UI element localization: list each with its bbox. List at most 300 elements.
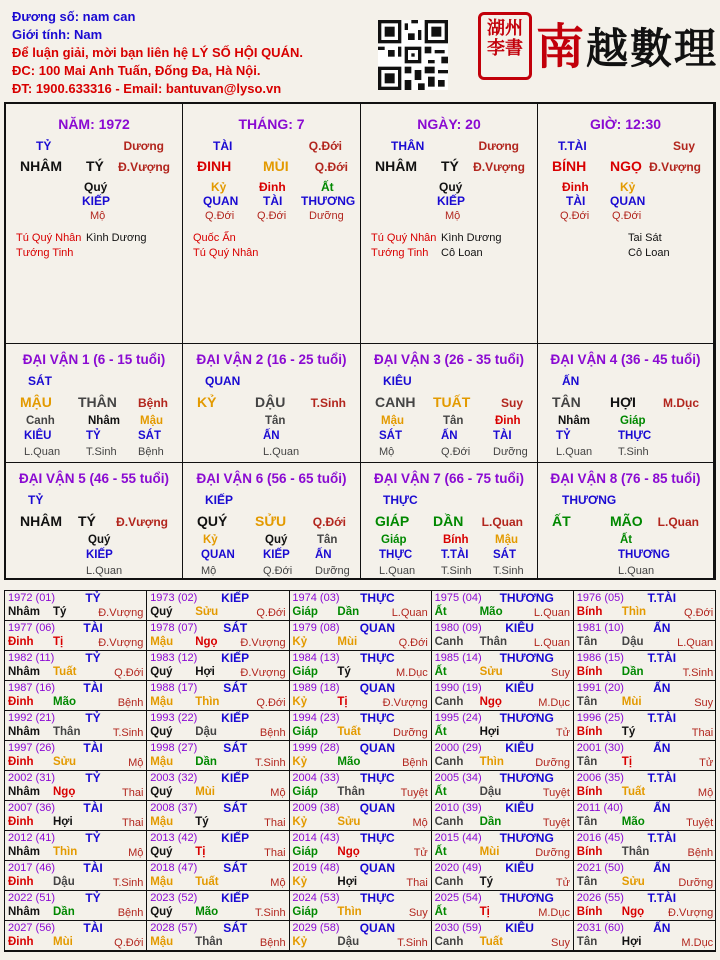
annual-luck-table (4, 590, 716, 952)
year-cell (289, 591, 431, 621)
year-branch: Ngọ (337, 846, 360, 858)
year-cell (289, 681, 431, 711)
year-branch: Hợi (479, 726, 500, 738)
year-ten-god: SÁT (223, 801, 248, 815)
year-stem: Canh (434, 876, 464, 888)
year-stem: Kỷ (292, 816, 308, 828)
year-branch: Ngọ (621, 906, 645, 918)
year-stem: Kỷ (292, 756, 308, 768)
dai-van-8 (538, 463, 714, 580)
year-ten-god: TÀI (83, 801, 103, 815)
year-label: 2000 (29) (434, 742, 482, 754)
year-stem: Đinh (8, 936, 34, 948)
year-state: Tuyệt (542, 787, 570, 799)
year-label: 2022 (51) (8, 892, 56, 904)
year-branch: Tuất (337, 726, 361, 738)
dai-van-hidden-stem-1: Kỷ (203, 534, 218, 546)
year-ten-god: TỶ (85, 591, 101, 605)
year-cell (574, 771, 716, 801)
year-label: 2002 (31) (8, 772, 56, 784)
year-label: 2006 (35) (576, 772, 624, 784)
year-stem: Kỷ (292, 696, 308, 708)
year-ten-god: KIÊU (505, 921, 534, 935)
year-stem: Canh (434, 756, 464, 768)
year-state: Q.Đới (683, 607, 714, 619)
year-branch: Dần (195, 756, 217, 768)
year-ten-god: SÁT (223, 621, 248, 635)
year-state: M.Dục (538, 907, 570, 919)
year-branch: Tuất (621, 786, 646, 798)
dai-van-hidden-god-2: ẤN (263, 430, 280, 442)
dai-van-hidden-stem-2: Nhâm (88, 415, 120, 427)
year-branch: Dần (621, 666, 644, 678)
year-cell (147, 591, 289, 621)
year-label: 1996 (25) (576, 712, 624, 724)
year-label: 1997 (26) (8, 742, 56, 754)
dai-van-state: T.Sinh (310, 396, 346, 410)
year-cell (147, 711, 289, 741)
year-branch: Tuất (479, 936, 504, 948)
year-stem: Giáp (292, 786, 318, 798)
year-label: 2023 (52) (150, 892, 198, 904)
year-state: Mộ (128, 847, 144, 859)
owner-name: Đương số: nam can (12, 9, 136, 24)
year-branch: Sửu (621, 876, 645, 888)
dai-van-hidden-state-2: L.Quan (263, 446, 300, 458)
dai-van-hidden-god-3: ẤN (315, 549, 332, 561)
year-ten-god: QUAN (359, 621, 396, 635)
dai-van-3 (361, 344, 538, 463)
year-label: 1981 (10) (576, 622, 624, 634)
year-stem: Giáp (292, 726, 318, 738)
star-1a: Tú Quý Nhân (371, 232, 437, 244)
star-1b: Tai Sát (628, 232, 662, 244)
dai-van-hidden-god-3: SÁT (138, 430, 161, 442)
dai-van-stem: ẤT (552, 513, 571, 529)
year-branch: Dần (53, 906, 75, 918)
year-state: Đ.Vượng (668, 907, 714, 919)
dai-van-stem: MẬU (20, 394, 52, 410)
year-state: Đ.Vượng (382, 697, 428, 709)
dai-van-hidden-state-1: Mộ (201, 565, 217, 577)
year-ten-god: T.TÀI (647, 651, 677, 665)
dai-van-branch: DẦN (433, 513, 464, 529)
year-branch: Mùi (53, 936, 73, 948)
year-cell (5, 771, 147, 801)
year-cell (432, 861, 574, 891)
dai-van-hidden-state-2: T.Sinh (86, 446, 117, 458)
dai-van-2 (183, 344, 361, 463)
hidden-stem-3: Ất (321, 180, 334, 194)
year-branch: Mùi (479, 846, 500, 858)
hidden-stem: Quý (439, 180, 463, 194)
year-ten-god: KIÊU (505, 741, 534, 755)
dai-van-title: ĐẠI VẬN 5 (46 - 55 tuổi) (18, 471, 170, 486)
dai-van-hidden-stem-2: Ất (620, 534, 633, 546)
hidden-god-2: TÀI (263, 194, 283, 208)
year-state: Dưỡng (535, 847, 570, 859)
year-state: Suy (551, 937, 570, 949)
year-stem: Bính (576, 846, 603, 858)
year-state: Bệnh (402, 757, 428, 769)
year-cell (574, 831, 716, 861)
dai-van-hidden-god-2: ẤN (441, 430, 458, 442)
dai-van-hidden-stem-2: Giáp (620, 415, 646, 427)
year-label: 1980 (09) (434, 622, 482, 634)
year-label: 1989 (18) (292, 682, 340, 694)
year-cell (5, 801, 147, 831)
hidden-god: KIẾP (437, 194, 466, 208)
year-cell (574, 621, 716, 651)
year-state: Thai (121, 817, 144, 829)
year-state: Mộ (697, 787, 714, 799)
year-cell (432, 681, 574, 711)
year-branch: Thìn (479, 756, 504, 768)
year-stem: Quý (150, 666, 173, 678)
year-label: 1995 (24) (434, 712, 482, 724)
dai-van-ten-god: THƯƠNG (562, 493, 617, 507)
year-state: Mộ (270, 877, 286, 889)
year-label: 2013 (42) (150, 832, 198, 844)
year-cell (289, 771, 431, 801)
hidden-stem-2: Kỷ (620, 180, 636, 194)
year-ten-god: ẤN (653, 621, 671, 635)
year-branch: Dậu (337, 936, 360, 948)
year-cell (289, 921, 431, 951)
year-state: Suy (551, 667, 570, 679)
star-1a: Quốc Ấn (193, 232, 236, 244)
year-state: T.Sinh (255, 757, 286, 769)
year-label: 2009 (38) (292, 802, 340, 814)
year-branch: Tý (53, 606, 67, 618)
year-state: T.Sinh (112, 727, 144, 739)
year-stem: Nhâm (8, 846, 40, 858)
year-cell (574, 891, 716, 921)
year-branch: Thân (195, 936, 223, 948)
year-ten-god: KIÊU (505, 621, 534, 635)
year-label: 1991 (20) (576, 682, 624, 694)
hidden-god-3: THƯƠNG (301, 194, 356, 208)
year-stem: Mậu (150, 876, 174, 888)
year-ten-god: THƯƠNG (499, 651, 554, 665)
year-label: 1982 (11) (8, 652, 55, 664)
year-branch: Mùi (195, 786, 215, 798)
dai-van-stem: KỶ (197, 394, 217, 410)
year-branch: Dậu (479, 786, 502, 798)
year-ten-god: ẤN (653, 801, 671, 815)
year-stem: Đinh (8, 756, 34, 768)
year-stem: Nhâm (8, 666, 40, 678)
year-cell (432, 591, 574, 621)
dai-van-hidden-state-2: T.Sinh (618, 446, 649, 458)
year-state: Đ.Vượng (240, 637, 286, 649)
year-state: Đ.Vượng (98, 607, 144, 619)
dai-van-hidden-state-3: T.Sinh (493, 565, 524, 577)
dai-van-hidden-god-1: TỶ (556, 430, 571, 442)
year-state: M.Dục (538, 697, 570, 709)
dai-van-hidden-state-3: Dưỡng (493, 446, 528, 458)
dai-van-1 (6, 344, 183, 463)
year-label: 1972 (01) (8, 592, 56, 604)
year-ten-god: TỶ (85, 831, 101, 845)
year-cell (5, 711, 147, 741)
year-branch: Thìn (53, 846, 78, 858)
year-ten-god: TỶ (85, 891, 101, 905)
year-state: Q.Đới (114, 937, 144, 949)
year-cell (289, 651, 431, 681)
year-label: 2012 (41) (8, 832, 56, 844)
year-label: 1983 (12) (150, 652, 198, 664)
dai-van-hidden-stem-3: Đinh (495, 415, 521, 427)
year-branch: Tị (337, 696, 348, 708)
dai-van-hidden-state-3: Bệnh (138, 446, 164, 458)
year-branch: Ngọ (195, 636, 218, 648)
dai-van-hidden-state-2: Q.Đới (263, 565, 293, 577)
year-ten-god: KIẾP (221, 831, 250, 845)
year-stem: Giáp (292, 666, 318, 678)
year-state: Tử (413, 847, 428, 859)
star-1a: Tú Quý Nhân (16, 232, 82, 244)
year-state: T.Sinh (682, 667, 714, 679)
year-ten-god: KIẾP (221, 591, 250, 605)
year-stem: Tân (576, 756, 598, 768)
phone-email-line: ĐT: 1900.633316 - Email: bantuvan@lyso.vn (12, 81, 282, 96)
pillar-title: THÁNG: 7 (238, 116, 305, 132)
year-stem: Kỷ (292, 876, 308, 888)
year-state: Tử (555, 877, 570, 889)
year-branch: Tý (195, 816, 209, 828)
year-label: 1999 (28) (292, 742, 340, 754)
ten-god-stem: TÀI (213, 139, 233, 153)
year-cell (289, 621, 431, 651)
year-branch: Dậu (621, 636, 644, 648)
year-ten-god: ẤN (653, 921, 671, 935)
dai-van-ten-god: KIÊU (383, 374, 412, 388)
year-branch: Thìn (621, 606, 647, 618)
year-ten-god: THỰC (360, 711, 395, 725)
year-label: 2016 (45) (576, 832, 624, 844)
dai-van-hidden-god-2: T.TÀI (441, 549, 469, 561)
year-stem: Mậu (150, 936, 174, 948)
hidden-state-1: Q.Đới (560, 210, 590, 222)
year-ten-god: T.TÀI (647, 771, 677, 785)
hidden-stem: Quý (84, 180, 108, 194)
year-branch: Thân (479, 636, 508, 648)
year-stem: Ất (434, 606, 447, 618)
year-stem: Giáp (292, 606, 318, 618)
year-ten-god: KIẾP (221, 891, 250, 905)
year-label: 2008 (37) (150, 802, 198, 814)
year-state: Dưỡng (535, 757, 570, 769)
year-ten-god: SÁT (223, 921, 248, 935)
year-stem: Mậu (150, 636, 174, 648)
year-cell (289, 741, 431, 771)
year-state: Tuyệt (686, 817, 714, 829)
dai-van-ten-god: TỶ (28, 493, 44, 507)
year-state: Q.Đới (398, 637, 428, 649)
year-ten-god: TÀI (83, 921, 103, 935)
year-state: L.Quan (391, 607, 428, 619)
year-branch: Tý (621, 726, 636, 738)
year-stem: Mậu (150, 816, 174, 828)
year-cell (574, 741, 716, 771)
dai-van-title: ĐẠI VẬN 4 (36 - 45 tuổi) (550, 352, 701, 367)
star-2a: Tướng Tinh (371, 247, 429, 259)
year-label: 1985 (14) (434, 652, 482, 664)
dai-van-hidden-stem-2: Tân (265, 415, 286, 427)
year-branch: Mão (195, 906, 219, 918)
year-ten-god: ẤN (653, 681, 671, 695)
year-ten-god: TÀI (83, 681, 103, 695)
year-state: Thai (264, 817, 286, 829)
year-label: 1994 (23) (292, 712, 340, 724)
year-branch: Ngọ (479, 696, 502, 708)
year-branch: Tị (195, 846, 206, 858)
dai-van-hidden-stem-2: Tân (443, 415, 464, 427)
year-ten-god: QUAN (359, 921, 396, 935)
year-label: 2020 (49) (434, 862, 482, 874)
year-ten-god: THƯƠNG (499, 831, 554, 845)
year-branch: Tuất (195, 876, 219, 888)
year-branch: Sửu (337, 816, 361, 828)
hidden-god-2: QUAN (610, 194, 646, 208)
year-cell (5, 651, 147, 681)
contact-line: Để luận giải, mời bạn liên hệ LÝ SỐ HỘI QUÁN. (12, 45, 303, 60)
year-label: 1979 (08) (292, 622, 340, 634)
dai-van-hidden-god-2: THỰC (618, 430, 652, 442)
year-cell (5, 621, 147, 651)
year-cell (5, 891, 147, 921)
hidden-god-1: TÀI (566, 194, 586, 208)
year-state: L.Quan (533, 607, 570, 619)
year-ten-god: TỶ (85, 651, 101, 665)
year-ten-god: THƯƠNG (499, 771, 554, 785)
year-cell (147, 741, 289, 771)
year-branch: Thân (337, 786, 365, 798)
year-stem: Quý (150, 906, 173, 918)
dai-van-4 (538, 344, 714, 463)
year-stem: Kỷ (292, 636, 308, 648)
year-state: Bệnh (259, 937, 286, 949)
dai-van-hidden-stem-1: Mậu (381, 415, 404, 427)
pillar-title: GIỜ: 12:30 (589, 116, 662, 132)
year-stem: Bính (576, 726, 603, 738)
dai-van-state: Q.Đới (312, 515, 346, 529)
year-state: Thai (264, 847, 286, 859)
hidden-god: KIẾP (82, 194, 111, 208)
year-state: T.Sinh (255, 907, 286, 919)
dai-van-hidden-god-2: THƯƠNG (618, 549, 670, 561)
dai-van-state: Bệnh (138, 396, 168, 410)
branch-state: Đ.Vượng (473, 160, 525, 174)
address-line: ĐC: 100 Mai Anh Tuấn, Đống Đa, Hà Nội. (12, 63, 261, 78)
dai-van-branch: HỢI (610, 394, 636, 410)
year-cell (5, 831, 147, 861)
year-label: 1988 (17) (150, 682, 198, 694)
year-state: Bệnh (687, 847, 714, 859)
hidden-state-1: Q.Đới (205, 210, 235, 222)
year-branch: Thìn (195, 696, 220, 708)
year-label: 2007 (36) (8, 802, 56, 814)
year-ten-god: THƯƠNG (499, 891, 554, 905)
year-label: 1984 (13) (292, 652, 340, 664)
dai-van-state: L.Quan (657, 515, 699, 529)
year-ten-god: KIẾP (221, 711, 250, 725)
dai-van-hidden-god-3: SÁT (493, 549, 516, 561)
year-ten-god: T.TÀI (647, 711, 677, 725)
year-ten-god: SÁT (223, 861, 248, 875)
year-state: Suy (408, 907, 428, 919)
year-stem: Bính (576, 666, 603, 678)
year-stem: Tân (576, 876, 598, 888)
dai-van-hidden-state-1: L.Quan (24, 446, 61, 458)
year-ten-god: KIẾP (221, 651, 250, 665)
year-branch: Thân (53, 726, 81, 738)
year-label: 1993 (22) (150, 712, 198, 724)
year-ten-god: T.TÀI (647, 891, 677, 905)
year-label: 1998 (27) (150, 742, 198, 754)
dai-van-hidden-stem-3: Mậu (140, 415, 163, 427)
hidden-stem-1: Đinh (562, 180, 589, 194)
year-cell (147, 921, 289, 951)
year-ten-god: T.TÀI (647, 831, 677, 845)
year-stem: Kỷ (292, 936, 308, 948)
year-state: Đ.Vượng (240, 667, 286, 679)
year-ten-god: THƯƠNG (499, 591, 554, 605)
year-label: 2014 (43) (292, 832, 340, 844)
year-ten-god: THỰC (360, 771, 395, 785)
year-stem: Tân (576, 636, 598, 648)
year-branch: Hợi (337, 876, 358, 888)
dai-van-title: ĐẠI VẬN 1 (6 - 15 tuổi) (22, 352, 166, 367)
year-label: 1987 (16) (8, 682, 56, 694)
year-cell (147, 891, 289, 921)
year-ten-god: TỶ (85, 771, 101, 785)
year-label: 1976 (05) (576, 592, 624, 604)
year-branch: Sửu (53, 756, 77, 768)
year-cell (432, 801, 574, 831)
earthly-branch: NGỌ (610, 158, 642, 174)
dai-van-hidden-state-1: L.Quan (379, 565, 416, 577)
dai-van-hidden-god-3: TÀI (493, 430, 512, 442)
year-cell (147, 621, 289, 651)
year-stem: Nhâm (8, 726, 40, 738)
bazi-chart-grid (4, 102, 716, 580)
branch-state: Đ.Vượng (118, 160, 170, 174)
year-ten-god: THỰC (360, 591, 395, 605)
year-cell (147, 861, 289, 891)
year-label: 1975 (04) (434, 592, 482, 604)
dai-van-title: ĐẠI VẬN 7 (66 - 75 tuổi) (373, 471, 525, 486)
stem-state: Dương (123, 139, 164, 153)
year-state: Q.Đới (114, 667, 144, 679)
dai-van-6 (183, 463, 361, 580)
year-cell (574, 651, 716, 681)
year-cell (574, 711, 716, 741)
year-label: 2018 (47) (150, 862, 198, 874)
earthly-branch: TÝ (86, 158, 104, 174)
year-stem: Giáp (292, 846, 318, 858)
year-branch: Dậu (53, 876, 75, 888)
year-state: Suy (694, 697, 714, 709)
year-ten-god: TÀI (83, 861, 103, 875)
year-cell (5, 591, 147, 621)
dai-van-5 (6, 463, 183, 580)
year-branch: Thìn (337, 906, 362, 918)
dai-van-hidden-state-2: T.Sinh (441, 565, 472, 577)
year-stem: Bính (576, 906, 603, 918)
year-stem: Đinh (8, 636, 34, 648)
